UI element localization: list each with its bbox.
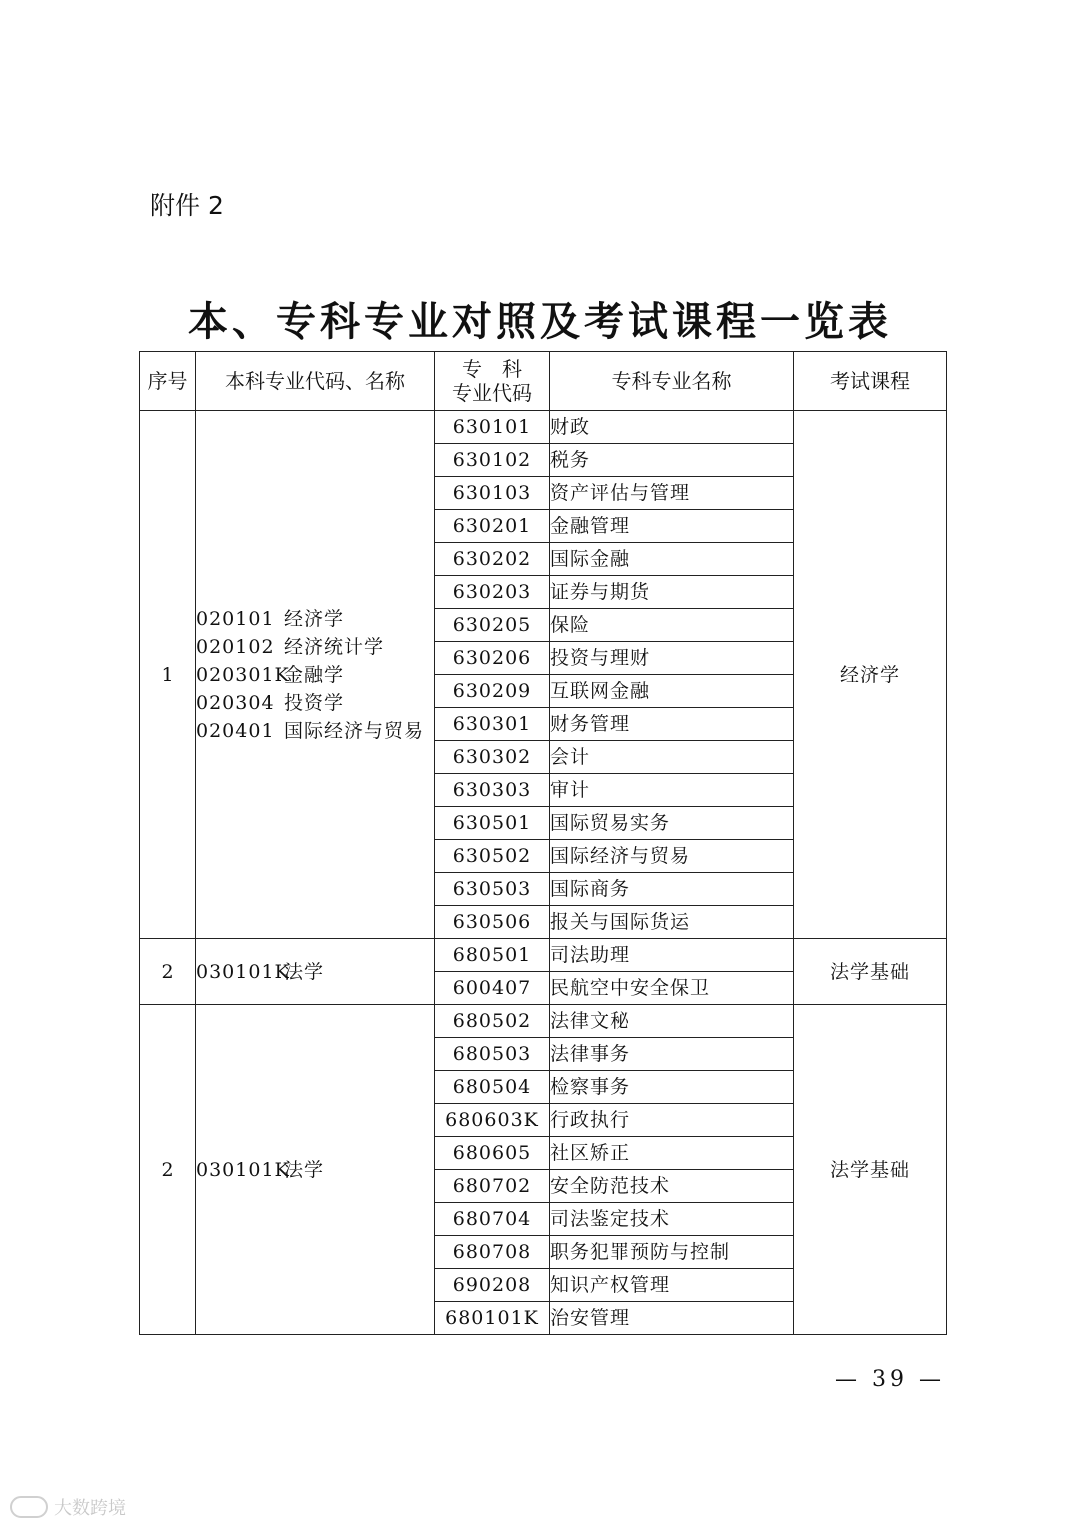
watermark — [10, 1494, 126, 1520]
zk-name-cell: 国际贸易实务 — [550, 807, 794, 840]
bk-major-code: 030101K — [196, 1158, 290, 1181]
header-zk-code-line1: 专 科 — [462, 357, 522, 381]
bk-major-line — [196, 958, 434, 986]
header-zk-code-line2: 专业代码 — [452, 381, 532, 405]
zk-name-cell: 司法助理 — [550, 939, 794, 972]
watermark-text: 大数跨境 — [54, 1498, 126, 1519]
zk-name-cell: 安全防范技术 — [550, 1170, 794, 1203]
zk-code-cell: 630103 — [435, 477, 550, 510]
zk-code-cell: 630301 — [435, 708, 550, 741]
bk-major-name: 法学 — [284, 960, 325, 983]
zk-code-cell: 680704 — [435, 1203, 550, 1236]
course-cell: 经济学 — [794, 411, 947, 939]
zk-name-cell: 治安管理 — [550, 1302, 794, 1335]
zk-code-cell: 600407 — [435, 972, 550, 1005]
zk-code-cell: 630202 — [435, 543, 550, 576]
zk-name-cell: 财务管理 — [550, 708, 794, 741]
table-header-row — [140, 352, 947, 411]
zk-name-cell: 审计 — [550, 774, 794, 807]
zk-name-cell: 民航空中安全保卫 — [550, 972, 794, 1005]
zk-name-cell: 会计 — [550, 741, 794, 774]
zk-code-cell: 680504 — [435, 1071, 550, 1104]
course-cell: 法学基础 — [794, 939, 947, 1005]
zk-code-cell: 630503 — [435, 873, 550, 906]
zk-code-cell: 630302 — [435, 741, 550, 774]
header-seq: 序号 — [140, 352, 196, 411]
zk-name-cell: 社区矫正 — [550, 1137, 794, 1170]
zk-name-cell: 财政 — [550, 411, 794, 444]
bk-major-cell — [196, 411, 435, 939]
table-row — [140, 939, 947, 972]
zk-code-cell: 630201 — [435, 510, 550, 543]
zk-name-cell: 报关与国际货运 — [550, 906, 794, 939]
zk-code-cell: 680101K — [435, 1302, 550, 1335]
seq-cell: 1 — [140, 411, 196, 939]
zk-name-cell: 行政执行 — [550, 1104, 794, 1137]
header-zk-name: 专科专业名称 — [550, 352, 794, 411]
zk-name-cell: 国际金融 — [550, 543, 794, 576]
seq-cell: 2 — [140, 939, 196, 1005]
bk-major-line — [196, 689, 434, 717]
bk-major-line — [196, 633, 434, 661]
page-number: — 39 — — [835, 1367, 945, 1392]
zk-code-cell: 630205 — [435, 609, 550, 642]
bk-major-line — [196, 1156, 434, 1184]
zk-name-cell: 职务犯罪预防与控制 — [550, 1236, 794, 1269]
page-title: 本、专科专业对照及考试课程一览表 — [188, 299, 892, 345]
zk-name-cell: 金融管理 — [550, 510, 794, 543]
bk-major-code: 030101K — [196, 960, 290, 983]
zk-name-cell: 检察事务 — [550, 1071, 794, 1104]
zk-code-cell: 630303 — [435, 774, 550, 807]
header-zk-code — [435, 352, 550, 411]
header-course: 考试课程 — [794, 352, 947, 411]
bk-major-name: 法学 — [284, 1158, 325, 1181]
zk-code-cell: 680708 — [435, 1236, 550, 1269]
zk-code-cell: 680503 — [435, 1038, 550, 1071]
zk-name-cell: 证券与期货 — [550, 576, 794, 609]
zk-name-cell: 税务 — [550, 444, 794, 477]
attachment-label: 附件 2 — [150, 191, 224, 220]
zk-name-cell: 法律事务 — [550, 1038, 794, 1071]
zk-code-cell: 630502 — [435, 840, 550, 873]
zk-name-cell: 法律文秘 — [550, 1005, 794, 1038]
bk-major-code: 020301K — [196, 663, 290, 686]
bk-major-line — [196, 717, 434, 745]
header-bk-major: 本科专业代码、名称 — [196, 352, 435, 411]
bk-major-name: 国际经济与贸易 — [284, 719, 425, 742]
zk-code-cell: 630101 — [435, 411, 550, 444]
zk-code-cell: 680502 — [435, 1005, 550, 1038]
zk-code-cell: 680702 — [435, 1170, 550, 1203]
zk-name-cell: 投资与理财 — [550, 642, 794, 675]
zk-name-cell: 国际商务 — [550, 873, 794, 906]
zk-code-cell: 630206 — [435, 642, 550, 675]
zk-name-cell: 互联网金融 — [550, 675, 794, 708]
bk-major-code: 020401 — [196, 719, 275, 742]
zk-code-cell: 680605 — [435, 1137, 550, 1170]
bk-major-line — [196, 605, 434, 633]
bk-major-cell — [196, 939, 435, 1005]
zk-name-cell: 资产评估与管理 — [550, 477, 794, 510]
zk-name-cell: 知识产权管理 — [550, 1269, 794, 1302]
bk-major-code: 020304 — [196, 691, 275, 714]
zk-code-cell: 630501 — [435, 807, 550, 840]
bk-major-name: 经济学 — [284, 607, 345, 630]
zk-name-cell: 国际经济与贸易 — [550, 840, 794, 873]
zk-code-cell: 680501 — [435, 939, 550, 972]
table-body — [140, 411, 947, 1335]
course-cell: 法学基础 — [794, 1005, 947, 1335]
zk-code-cell: 630209 — [435, 675, 550, 708]
zk-name-cell: 保险 — [550, 609, 794, 642]
seq-cell: 2 — [140, 1005, 196, 1335]
bk-major-name: 经济统计学 — [284, 635, 385, 658]
bk-major-code: 020101 — [196, 607, 275, 630]
table-row — [140, 1005, 947, 1038]
zk-code-cell: 630506 — [435, 906, 550, 939]
major-table — [139, 351, 947, 1335]
zk-code-cell: 630203 — [435, 576, 550, 609]
bk-major-name: 金融学 — [284, 663, 345, 686]
watermark-logo-icon — [10, 1496, 48, 1518]
bk-major-code: 020102 — [196, 635, 275, 658]
zk-code-cell: 690208 — [435, 1269, 550, 1302]
table-row — [140, 411, 947, 444]
bk-major-cell — [196, 1005, 435, 1335]
zk-name-cell: 司法鉴定技术 — [550, 1203, 794, 1236]
bk-major-name: 投资学 — [284, 691, 345, 714]
zk-code-cell: 630102 — [435, 444, 550, 477]
zk-code-cell: 680603K — [435, 1104, 550, 1137]
bk-major-line — [196, 661, 434, 689]
